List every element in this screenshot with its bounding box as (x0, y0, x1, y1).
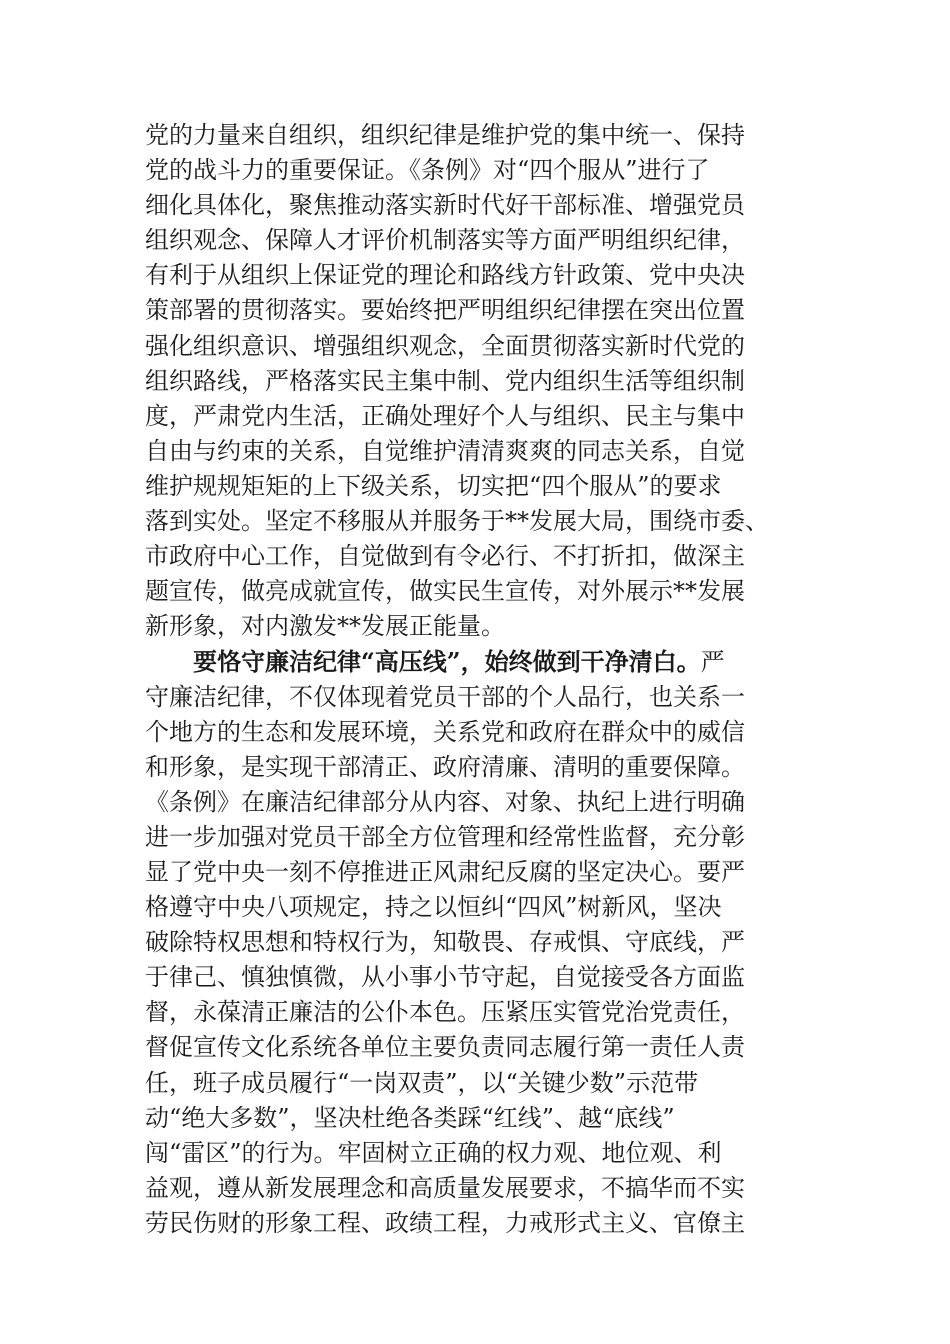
text-line: 强化组织意识、增强组织观念，全面贯彻落实新时代党的 (145, 331, 745, 360)
text-line: 度，严肃党内生活，正确处理好个人与组织、民主与集中 (145, 401, 745, 430)
text-line: 动“绝大多数”，坚决杜绝各类踩“红线”、越“底线” (145, 1103, 675, 1132)
text-line: 《条例》在廉洁纪律部分从内容、对象、执纪上进行明确 (145, 787, 745, 816)
text-line: 自由与约束的关系，自觉维护清清爽爽的同志关系，自觉 (145, 436, 745, 465)
text-line: 党的战斗力的重要保证。《条例》对“四个服从”进行了 (145, 156, 710, 185)
text-line: 党的力量来自组织，组织纪律是维护党的集中统一、保持 (145, 121, 745, 149)
text-line: 闯“雷区”的行为。牢固树立正确的权力观、地位观、利 (145, 1138, 722, 1167)
text-line: 组织观念、保障人才评价机制落实等方面严明组织纪律， (145, 226, 745, 255)
text-line: 益观，遵从新发展理念和高质量发展要求，不搞华而不实 (145, 1173, 745, 1202)
text-line: 进一步加强对党员干部全方位管理和经常性监督，充分彰 (145, 822, 745, 851)
text-line: 组织路线，严格落实民主集中制、党内组织生活等组织制 (145, 366, 745, 395)
text-line: 守廉洁纪律，不仅体现着党员干部的个人品行，也关系一 (145, 682, 745, 711)
paragraph-first-line (145, 644, 835, 679)
text-line: 督促宣传文化系统各单位主要负责同志履行第一责任人责 (145, 1033, 745, 1062)
text-line: 市政府中心工作，自觉做到有令必行、不打折扣，做深主 (145, 542, 745, 571)
text-line: 维护规规矩矩的上下级关系，切实把“四个服从”的要求 (145, 471, 722, 500)
text-line: 于律己、慎独慎微，从小事小节守起，自觉接受各方面监 (145, 963, 745, 992)
text-line: 格遵守中央八项规定，持之以恒纠“四风”树新风，坚决 (145, 893, 722, 922)
text-line: 任，班子成员履行“一岗双责”，以“关键少数”示范带 (145, 1068, 699, 1097)
paragraph-heading: 要恪守廉洁纪律“高压线”，始终做到干净清白。 (193, 647, 701, 677)
text-line: 落到实处。坚定不移服从并服务于**发展大局，围绕市委、 (145, 507, 769, 536)
text-line: 新形象，对内激发**发展正能量。 (145, 612, 505, 641)
text-line: 题宣传，做亮成就宣传，做实民生宣传，对外展示**发展 (145, 577, 745, 606)
text-line: 显了党中央一刻不停推进正风肃纪反腐的坚定决心。要严 (145, 857, 745, 886)
paragraph-first-line-text: 严 (700, 648, 725, 677)
text-line: 和形象，是实现干部清正、政府清廉、清明的重要保障。 (145, 752, 745, 781)
text-line: 劳民伤财的形象工程、政绩工程，力戒形式主义、官僚主 (145, 1208, 745, 1237)
text-line: 策部署的贯彻落实。要始终把严明组织纪律摆在突出位置 (145, 296, 745, 325)
paragraph-integrity-discipline (145, 644, 835, 1241)
document-body (145, 118, 835, 1241)
text-line: 个地方的生态和发展环境，关系党和政府在群众中的威信 (145, 717, 745, 746)
paragraph-organization-discipline (145, 118, 835, 644)
text-line: 督，永葆清正廉洁的公仆本色。压紧压实管党治党责任， (145, 998, 745, 1027)
text-line: 破除特权思想和特权行为，知敬畏、存戒惧、守底线，严 (145, 928, 745, 957)
text-line: 有利于从组织上保证党的理论和路线方针政策、党中央决 (145, 261, 745, 290)
text-line: 细化具体化，聚焦推动落实新时代好干部标准、增强党员 (145, 191, 745, 220)
